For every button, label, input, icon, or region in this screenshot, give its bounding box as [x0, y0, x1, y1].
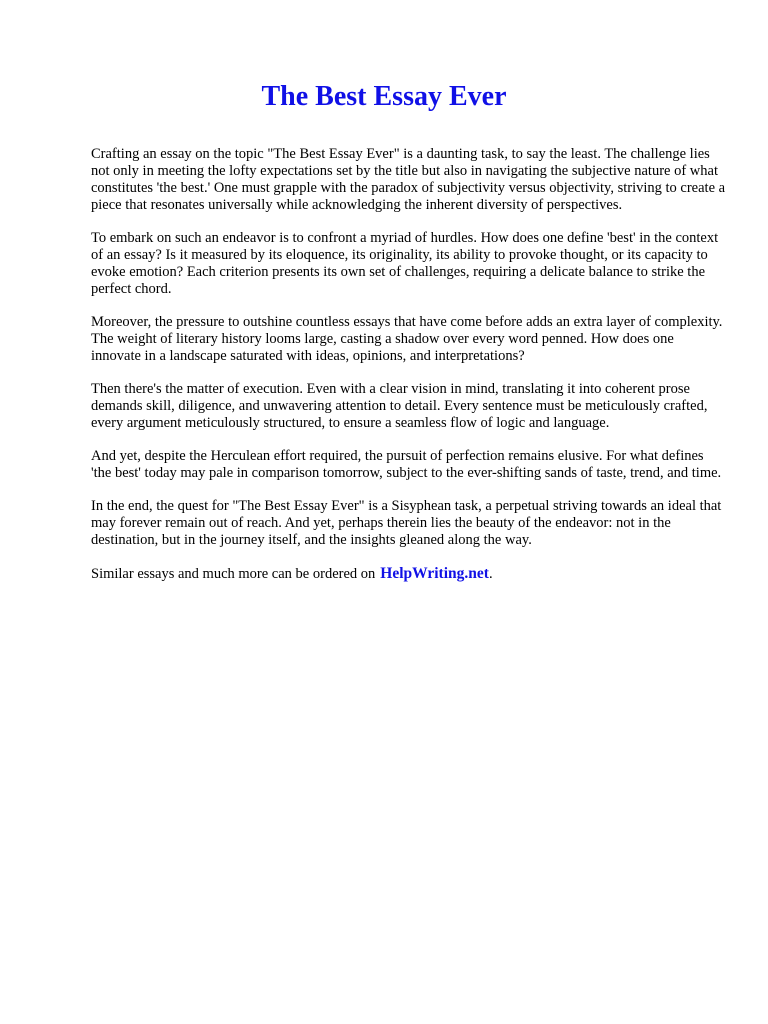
- closing-period: .: [488, 566, 493, 582]
- closing-text: Similar essays and much more can be ordered on: [91, 566, 376, 582]
- paragraph-2: To embark on such an endeavor is to confront a myriad of hurdles. How does one define 'best' in the context of an essay? Is it measured by its eloquence, its originality, its ability to provoke thought, or its capacity to evoke emotion? Each criterion presents its own set of challenges, requiring a delicate balance to strike the perfect chord.: [91, 230, 719, 297]
- paragraph-5: And yet, despite the Herculean effort required, the pursuit of perfection remains elusive. For what defines 'the best' today may pale in comparison tomorrow, subject to the ever-shifting sands of taste, trend, and time.: [91, 448, 722, 481]
- closing-line: [91, 565, 727, 583]
- helpwriting-link[interactable]: HelpWriting.net: [380, 565, 489, 582]
- document-title: The Best Essay Ever: [261, 81, 507, 112]
- paragraph-3: Moreover, the pressure to outshine countless essays that have come before adds an extra layer of complexity. The weight of literary history looms large, casting a shadow over every word penned. How does one innovate in a landscape saturated with ideas, opinions, and interpretations?: [91, 314, 723, 364]
- paragraph-1: Crafting an essay on the topic "The Best Essay Ever" is a daunting task, to say the least. The challenge lies not only in meeting the lofty expectations set by the title but also in navigating the subjective nature of what constitutes 'the best.' One must grapple with the paradox of subjectivity versus objectivity, striving to create a piece that resonates universally while acknowledging the inherent diversity of perspectives.: [91, 146, 726, 213]
- essay-body: [91, 146, 727, 583]
- paragraph-4: Then there's the matter of execution. Even with a clear vision in mind, translating it into coherent prose demands skill, diligence, and unwavering attention to detail. Every sentence must be meticulously crafted, every argument meticulously structured, to ensure a seamless flow of logic and language.: [91, 381, 708, 431]
- paragraph-6: In the end, the quest for "The Best Essay Ever" is a Sisyphean task, a perpetual striving towards an ideal that may forever remain out of reach. And yet, perhaps therein lies the beauty of the endeavor: not in the destination, but in the journey itself, and the insights gleaned along the way.: [91, 498, 722, 548]
